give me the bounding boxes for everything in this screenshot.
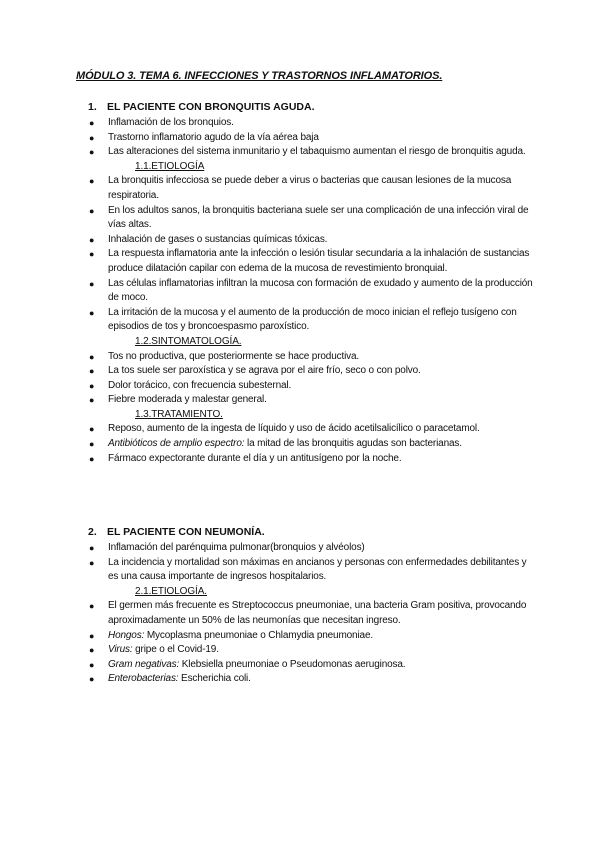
italic-label: Enterobacterias: — [108, 673, 179, 685]
list-item: ● Gram negativas: Klebsiella pneumoniae o Pseudomonas aeruginosa. — [88, 658, 538, 673]
list-item: ● Las células inflamatorias infiltran la mucosa con formación de exudado y aumento de la producción de moco. — [89, 277, 533, 304]
bullet-icon: ● — [89, 249, 95, 260]
list-item: ● Inflamación del parénquima pulmonar(bronquios y alvéolos) — [88, 541, 538, 556]
bullet-icon: ● — [89, 630, 95, 641]
bullet-icon: ● — [89, 395, 95, 406]
bullet-icon: ● — [89, 278, 95, 289]
bullet-icon: ● — [89, 601, 95, 612]
bullet-icon: ● — [89, 307, 95, 318]
list-item: ● Las alteraciones del sistema inmunitario y el tabaquismo aumentan el riesgo de bronquitis aguda. — [88, 145, 538, 160]
list-item: ● El germen más frecuente es Streptococcus pneumoniae, una bacteria Gram positiva, provocando aproximadamente un 50% de las neumonías que necesitan ingreso. — [89, 600, 527, 626]
italic-label: Hongos: — [108, 629, 145, 641]
list-item: ● La respuesta inflamatoria ante la infección o lesión tisular secundaria a la inhalación de sustancias produce dilatación capilar con edema de la mucosa de revestimiento bronquial. — [89, 248, 530, 274]
italic-label: Antibióticos de amplio espectro: — [108, 438, 245, 450]
list-item: ● La irritación de la mucosa y el aumento de la producción de moco inician el reflejo tusígeno con episodios de tos y broncoespasmo paroxístico. — [89, 306, 517, 333]
italic-label: Virus: — [108, 644, 133, 656]
bullet-icon: ● — [89, 645, 95, 656]
list-item: ● La tos suele ser paroxística y se agrava por el aire frío, seco o con polvo. — [88, 364, 538, 379]
bullet-icon: ● — [89, 132, 95, 143]
subsection-title-etiologia: 1.1.ETIOLOGÍA — [135, 160, 205, 172]
section-number: 2. — [88, 526, 97, 538]
intro-list — [88, 541, 538, 585]
bullet-icon: ● — [89, 453, 95, 464]
list-item: ● Dolor torácico, con frecuencia subesternal. — [88, 379, 538, 394]
bullet-icon: ● — [89, 659, 95, 670]
subsection-title-sintomatologia: 1.2.SINTOMATOLOGÍA. — [135, 335, 242, 347]
section-number: 1. — [88, 101, 97, 113]
document-title: MÓDULO 3. TEMA 6. INFECCIONES Y TRASTORNOS INFLAMATORIOS. — [76, 70, 443, 82]
bullet-icon: ● — [89, 147, 95, 158]
etiology-list — [88, 599, 538, 687]
list-item: ● Trastorno inflamatorio agudo de la vía aérea baja — [88, 131, 538, 146]
list-item: ● Tos no productiva, que posteriormente se hace productiva. — [88, 350, 538, 365]
bullet-icon: ● — [89, 118, 95, 128]
bullet-icon: ● — [89, 234, 95, 245]
list-item: ● Virus: gripe o el Covid-19. — [88, 643, 538, 658]
list-item: ● Enterobacterias: Escherichia coli. — [88, 672, 538, 687]
symptoms-list — [88, 350, 538, 408]
italic-label: Gram negativas: — [108, 658, 180, 670]
bullet-icon: ● — [89, 557, 95, 568]
etiology-list — [88, 174, 538, 335]
list-item: ● La incidencia y mortalidad son máximas en ancianos y personas con enfermedades debilitantes y es una causa importante de ingresos hospitalarios. — [89, 556, 527, 583]
bullet-icon: ● — [89, 380, 95, 391]
subsection-title-tratamiento: 1.3.TRATAMIENTO. — [135, 408, 223, 420]
list-item: ● Hongos: Mycoplasma pneumoniae o Chlamydia pneumoniae. — [88, 629, 538, 644]
section-heading — [88, 523, 538, 541]
treatment-list — [88, 422, 538, 466]
bullet-icon: ● — [89, 366, 95, 377]
bullet-icon: ● — [89, 351, 95, 362]
subsection-title-etiologia: 2.1.ETIOLOGÍA. — [135, 585, 207, 597]
list-item: ● Fiebre moderada y malestar general. — [88, 393, 538, 408]
section-neumonia — [88, 523, 538, 687]
section-title: EL PACIENTE CON NEUMONÍA. — [107, 526, 265, 538]
bullet-icon: ● — [89, 205, 95, 216]
section-bronquitis — [88, 98, 538, 466]
bullet-icon: ● — [89, 176, 95, 187]
list-item: ● Inflamación de los bronquios. — [88, 116, 538, 131]
bullet-icon: ● — [89, 543, 95, 553]
bullet-icon: ● — [89, 674, 95, 685]
list-item: ● Inhalación de gases o sustancias químicas tóxicas. — [88, 233, 538, 248]
list-item: ● Fármaco expectorante durante el día y un antitusígeno por la noche. — [88, 452, 538, 467]
intro-list — [88, 116, 538, 160]
list-item: ● La bronquitis infecciosa se puede deber a virus o bacterias que causan lesiones de la mucosa respiratoria. — [89, 175, 512, 201]
list-item: ● En los adultos sanos, la bronquitis bacteriana suele ser una complicación de una infección viral de vías altas. — [89, 204, 529, 231]
list-item: ● Antibióticos de amplio espectro: la mitad de las bronquitis agudas son bacterianas. — [88, 437, 538, 452]
list-item: ● Reposo, aumento de la ingesta de líquido y uso de ácido acetilsalicílico o paracetamol. — [88, 422, 538, 437]
bullet-icon: ● — [89, 439, 95, 450]
section-title: EL PACIENTE CON BRONQUITIS AGUDA. — [107, 101, 315, 113]
bullet-icon: ● — [89, 424, 95, 435]
section-heading — [88, 98, 538, 116]
